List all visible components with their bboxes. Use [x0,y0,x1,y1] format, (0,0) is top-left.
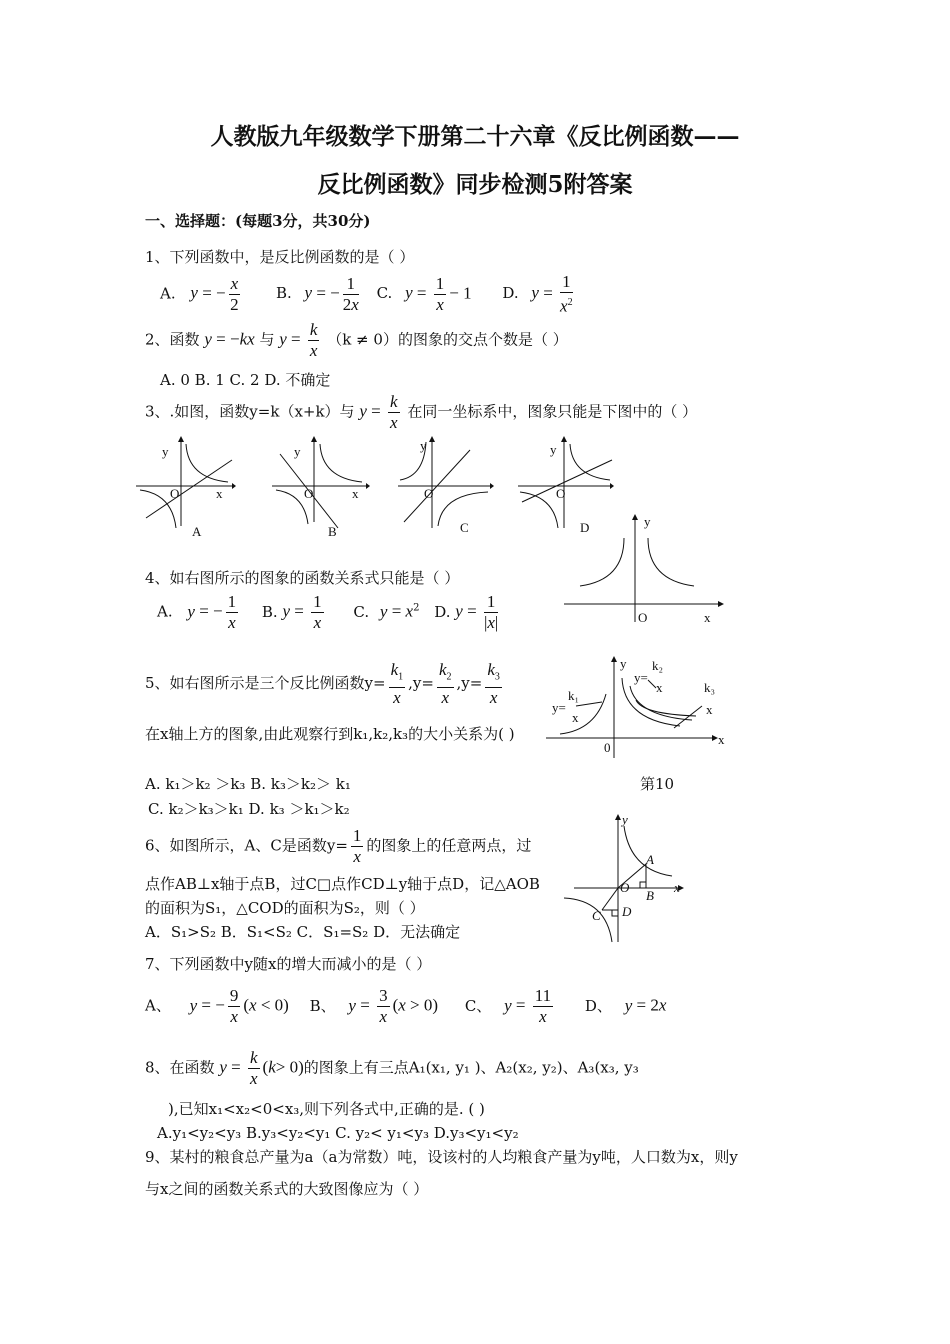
q5-y-label: y [620,656,627,671]
q4-graph [558,510,728,630]
q4-fraction-d: $\frac{1}{|x|}$ [483,592,499,632]
q3-a-y-label: y [162,444,169,459]
q5-yeq-2: y= [634,670,648,685]
title-line-1: 人教版九年级数学下册第二十六章《反比例函数—— [210,123,740,150]
q3-graph-a [136,436,236,538]
q7-option-a-label: A、 [145,996,171,1015]
q6-label-x: x [674,880,680,895]
q5-fraction-3: $\frac{k_3}{x}$ [487,660,500,708]
q5-prefix: 5、如右图所示是三个反比例函数y= [145,674,386,693]
q4-origin: O [638,610,648,625]
q9-line-1: 9、某村的粮食总产量为a（a为常数）吨，设该村的人均粮食产量为y吨，人口数为x，则y [145,1148,738,1166]
q2-fraction: $\frac{k}{x}$ [309,320,318,360]
q6-y-label: y [622,812,628,827]
q1-fraction-a: $\frac{x}{2}$ [230,273,239,314]
q3-c-origin: O [424,486,434,501]
q5-k1: k₁ [568,688,580,703]
q1-fraction-c: $\frac{1}{x}$ [435,273,445,314]
q5-x-den-3: x [706,702,713,717]
q7-option-b-label: B、 [309,996,336,1015]
q6-stem [145,826,531,867]
q1-options: A. y = − $\frac{x}{2}$ B. y = − $\frac{1}{2x}$ C. y = $\frac{1}{x}$ − 1 D. y = $\frac{1}{x^2}$ [160,272,573,316]
q5-stem: 5、如右图所示是三个反比例函数y= $\frac{k_1}{x}$ ,y= $\frac{k_2}{x}$ ,y= $\frac{k_3}{x}$ [145,660,500,708]
q2-mid: 与 [259,330,275,349]
q7-fraction-b: $\frac{3}{x}$ [379,986,388,1026]
title-line-2: 反比例函数》同步检测5附答案 [317,171,633,198]
q1-fraction-b: $\frac{1}{2x}$ [342,273,359,314]
q5-graph [546,654,726,764]
q3-label-b: B [328,524,337,539]
q4-option-c-label: C. [353,602,370,621]
q3-stem: 3、.如图，函数y=k（x+k）与 y = $\frac{k}{x}$ 在同一坐标系中，图象只能是下图中的（ ） [145,392,698,432]
q5-line-2: 在x轴上方的图象,由此观察行到k₁,k₂,k₃的大小关系为( ) [145,725,515,743]
q3-suffix: 在同一坐标系中，图象只能是下图中的（ ） [407,402,698,421]
q6-prefix: 6、如图所示，A、C是函数y= [145,836,348,855]
q3-b-y-label: y [294,444,301,459]
q6-options: A．S₁>S₂ B．S₁<S₂ C．S₁=S₂ D．无法确定 [145,923,461,941]
q7-fraction-c: $\frac{11}{x}$ [534,986,552,1026]
q8-stem: 8、在函数 y = $\frac{k}{x}$ (k> 0)的图象上有三点A₁(x₁, y₁ )、A₂(x₂, y₂)、A₃(x₃, y₃ [145,1048,639,1088]
q2-suffix: 的图象的交点个数是（ ） [397,330,568,349]
q6-line-3: 的面积为S₁，△COD的面积为S₂，则（ ） [145,899,425,917]
q7-options: A、 y = − $\frac{9}{x}$ (x < 0) B、 y = $\frac{3}{x}$ (x > 0) C、 y = $\frac{11}{x}$ D、 y = 2x [145,986,667,1026]
q1-option-d-label: D. [502,284,519,303]
q6-suffix: 的图象上的任意两点，过 [366,836,532,855]
q6-label-c: C [592,908,601,923]
q2-condition: （k ≠ 0） [327,330,398,349]
q4-fraction-a: $\frac{1}{x}$ [227,592,237,632]
q4-stem: 4、如右图所示的图象的函数关系式只能是（ ） [145,569,460,587]
q3-graph-b [272,436,372,538]
q3-b-origin: O [304,486,314,501]
q5-origin: 0 [604,740,611,755]
q5-k2: k₂ [652,658,664,673]
q8-prefix: 8、在函数 [145,1058,215,1077]
q6-label-b: B [646,888,654,903]
q3-label-c: C [460,520,469,535]
q5-k3: k₃ [704,680,716,695]
q4-options: A. y = − $\frac{1}{x}$ B. y = $\frac{1}{x}$ C. $y = x^2$ D. y = $\frac{1}{|x|}$ [157,592,499,632]
q3-fraction: $\frac{k}{x}$ [389,392,398,432]
q9-line-2: 与x之间的函数关系式的大致图像应为（ ） [145,1180,429,1198]
q3-graph-c [398,436,498,538]
q5-fraction-1: $\frac{k_1}{x}$ [390,660,404,708]
q6-fraction: $\frac{1}{x}$ [352,826,362,866]
q3-b-x-label: x [352,486,359,501]
q5-x-label: x [718,732,725,747]
q6-label-a: A [646,852,654,867]
q5-options-ab: A. k₁＞k₂ ＞k₃ B. k₃＞k₂＞ k₁ [145,775,351,793]
q3-a-x-label: x [216,486,223,501]
q8-options: A.y₁<y₂<y₃ B.y₃<y₂<y₁ C. y₂< y₁<y₃ D.y₃<y₁<y₂ [157,1124,519,1142]
q3-d-y-label: y [550,442,557,457]
q4-option-b-label: B. [261,602,278,621]
q6-label-o: O [620,880,630,895]
q4-option-a-label: A. [157,602,173,621]
q1-option-c-label: C. [376,284,393,303]
q5-yeq-1: y= [552,700,566,715]
q7-stem: 7、下列函数中y随x的增大而减小的是（ ） [145,955,432,973]
q5-fraction-2: $\frac{k_2}{x}$ [438,660,452,708]
section-heading: 一、选择题：(每题3分，共30分) [145,212,371,230]
q1-option-b-label: B. [275,284,292,303]
q3-c-y-label: y [420,438,427,453]
q1-stem: 1、下列函数中，是反比例函数的是（ ） [145,248,415,266]
q7-fraction-a: $\frac{9}{x}$ [229,986,239,1026]
q2-stem: 2、函数 y = −kx 与 y = $\frac{k}{x}$ （k ≠ 0）的图象的交点个数是（ ） [145,320,568,360]
q6-label-d: D [622,904,632,919]
q1-fraction-d: $\frac{1}{x^2}$ [560,272,573,316]
q3-a-origin: O [170,486,180,501]
q7-option-c-label: C、 [464,996,492,1015]
q4-y-label: y [644,514,651,529]
q8-line-1-rest: 的图象上有三点A₁(x₁, y₁ )、A₂(x₂, y₂)、A₃(x₃, y₃ [303,1058,639,1077]
q4-x-label: x [704,610,711,625]
q5-x-den-2: x [656,680,663,695]
q2-options: A. 0 B. 1 C. 2 D. 不确定 [160,371,331,389]
q8-fraction: $\frac{k}{x}$ [249,1048,258,1088]
q1-option-a-label: A. [160,284,176,303]
q5-figure-caption: 第10 [640,775,675,793]
q7-option-d-label: D、 [584,996,612,1015]
q6-line-2: 点作AB⊥x轴于点B，过C□点作CD⊥y轴于点D，记△AOB [145,875,540,893]
q3-label-a: A [192,524,202,539]
q2-prefix: 2、函数 [145,330,200,349]
q6-graph [560,810,690,944]
q4-fraction-b: $\frac{1}{x}$ [313,592,322,632]
q5-options-cd: C. k₂＞k₃＞k₁ D. k₃ ＞k₁＞k₂ [148,800,350,818]
q3-label-d: D [580,520,590,535]
q3-d-origin: O [556,486,566,501]
q5-x-den-1: x [572,710,579,725]
q8-line-2: ),已知x₁<x₂<0<x₃,则下列各式中,正确的是. ( ) [168,1100,485,1118]
q3-prefix: 3、.如图，函数y=k（x+k）与 [145,402,355,421]
q4-option-d-label: D. [434,602,451,621]
